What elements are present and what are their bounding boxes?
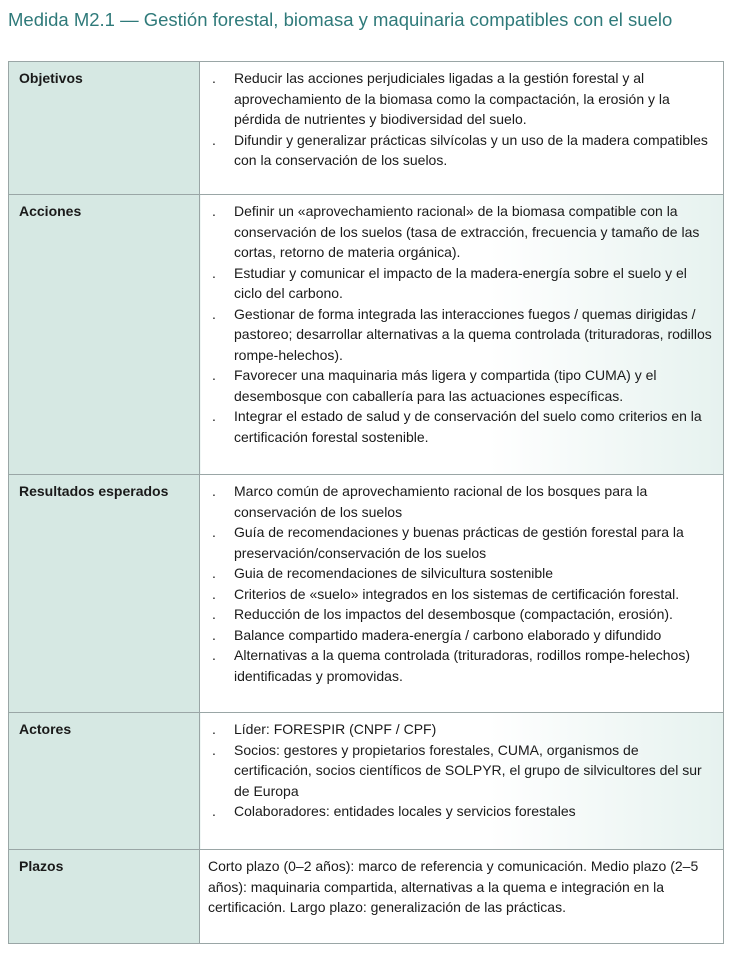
row-label: Objetivos — [9, 62, 200, 195]
bullet-icon: . — [212, 524, 216, 540]
row-label: Actores — [9, 713, 200, 850]
row-content — [200, 713, 724, 850]
row-objetivos — [9, 62, 724, 195]
bullet-icon: . — [212, 483, 216, 499]
bullet-icon: . — [212, 565, 216, 581]
measure-table — [8, 61, 724, 944]
row-content — [200, 195, 724, 475]
bullet-icon: . — [212, 647, 216, 663]
bullet-list — [208, 481, 713, 686]
list-item: . Reducción de los impactos del desembosque (compactación, erosión). — [208, 604, 713, 625]
row-acciones — [9, 195, 724, 475]
list-item: . Balance compartido madera-energía / carbono elaborado y difundido — [208, 625, 713, 646]
list-item: . Socios: gestores y propietarios forestales, CUMA, organismos de certificación, socios científicos de SOLPYR, el grupo de silvicultores del sur de Europa — [212, 741, 702, 799]
bullet-icon: . — [212, 70, 216, 86]
bullet-icon: . — [212, 367, 216, 383]
list-item: . Favorecer una maquinaria más ligera y compartida (tipo CUMA) y el desembosque con caballería para las actuaciones específicas. — [212, 367, 657, 404]
list-item: . Reducir las acciones perjudiciales ligadas a la gestión forestal y al aprovechamiento de la biomasa como la compactación, la erosión y la pérdida de nutrientes y biodiversidad del suelo. — [212, 70, 670, 127]
bullet-icon: . — [212, 408, 216, 424]
list-item: . Gestionar de forma integrada las interacciones fuegos / quemas dirigidas / pastoreo; desarrollar alternativas a la quema controlada (trituradoras, rodillos rompe-helechos). — [212, 305, 712, 363]
bullet-list — [208, 201, 713, 447]
bullet-icon: . — [212, 803, 216, 819]
document-title: Medida M2.1 — Gestión forestal, biomasa y maquinaria compatibles con el suelo — [8, 9, 673, 30]
bullet-icon: . — [212, 741, 216, 758]
plazos-text: Corto plazo (0–2 años): marco de referencia y comunicación. Medio plazo (2–5 años): maquinaria compartida, alternativas a la quema e integración en la certificación. Largo plazo: generalización de las prácticas. — [208, 858, 699, 915]
bullet-icon: . — [212, 305, 216, 322]
row-content — [200, 475, 724, 713]
row-label: Plazos — [9, 850, 200, 944]
row-label: Resultados esperados — [9, 475, 200, 713]
row-content — [200, 62, 724, 195]
bullet-list — [208, 68, 713, 171]
bullet-icon: . — [212, 606, 216, 622]
row-resultados-esperados — [9, 475, 724, 713]
list-item: . Guia de recomendaciones de silvicultura sostenible — [208, 563, 713, 584]
list-item: . Marco común de aprovechamiento racional de los bosques para la conservación de los suelos — [212, 483, 648, 520]
list-item: . Líder: FORESPIR (CNPF / CPF) — [208, 719, 713, 740]
list-item: . Integrar el estado de salud y de conservación del suelo como criterios en la certificación forestal sostenible. — [212, 408, 702, 445]
bullet-icon: . — [212, 721, 216, 737]
row-plazos — [9, 850, 724, 944]
list-item: . Criterios de «suelo» integrados en los sistemas de certificación forestal. — [208, 584, 713, 605]
list-item: . Difundir y generalizar prácticas silvícolas y un uso de la madera compatibles con la conservación de los suelos. — [212, 131, 708, 168]
list-item: . Alternativas a la quema controlada (trituradoras, rodillos rompe-helechos) identificadas y promovidas. — [212, 647, 690, 684]
bullet-list — [208, 719, 713, 822]
bullet-icon: . — [212, 131, 216, 148]
bullet-icon: . — [212, 264, 216, 281]
list-item: . Colaboradores: entidades locales y servicios forestales — [208, 801, 713, 822]
bullet-icon: . — [212, 626, 216, 643]
list-item: . Estudiar y comunicar el impacto de la madera-energía sobre el suelo y el ciclo del carbono. — [212, 264, 687, 301]
row-label: Acciones — [9, 195, 200, 475]
bullet-icon: . — [212, 203, 216, 219]
list-item: . Definir un «aprovechamiento racional» de la biomasa compatible con la conservación de los suelos (tasa de extracción, frecuencia y tamaño de las cortas, retorno de materia orgánica). — [212, 203, 700, 260]
row-actores — [9, 713, 724, 850]
bullet-icon: . — [212, 585, 216, 602]
list-item: . Guía de recomendaciones y buenas prácticas de gestión forestal para la preservación/conservación de los suelos — [212, 524, 684, 561]
row-content — [200, 850, 724, 944]
